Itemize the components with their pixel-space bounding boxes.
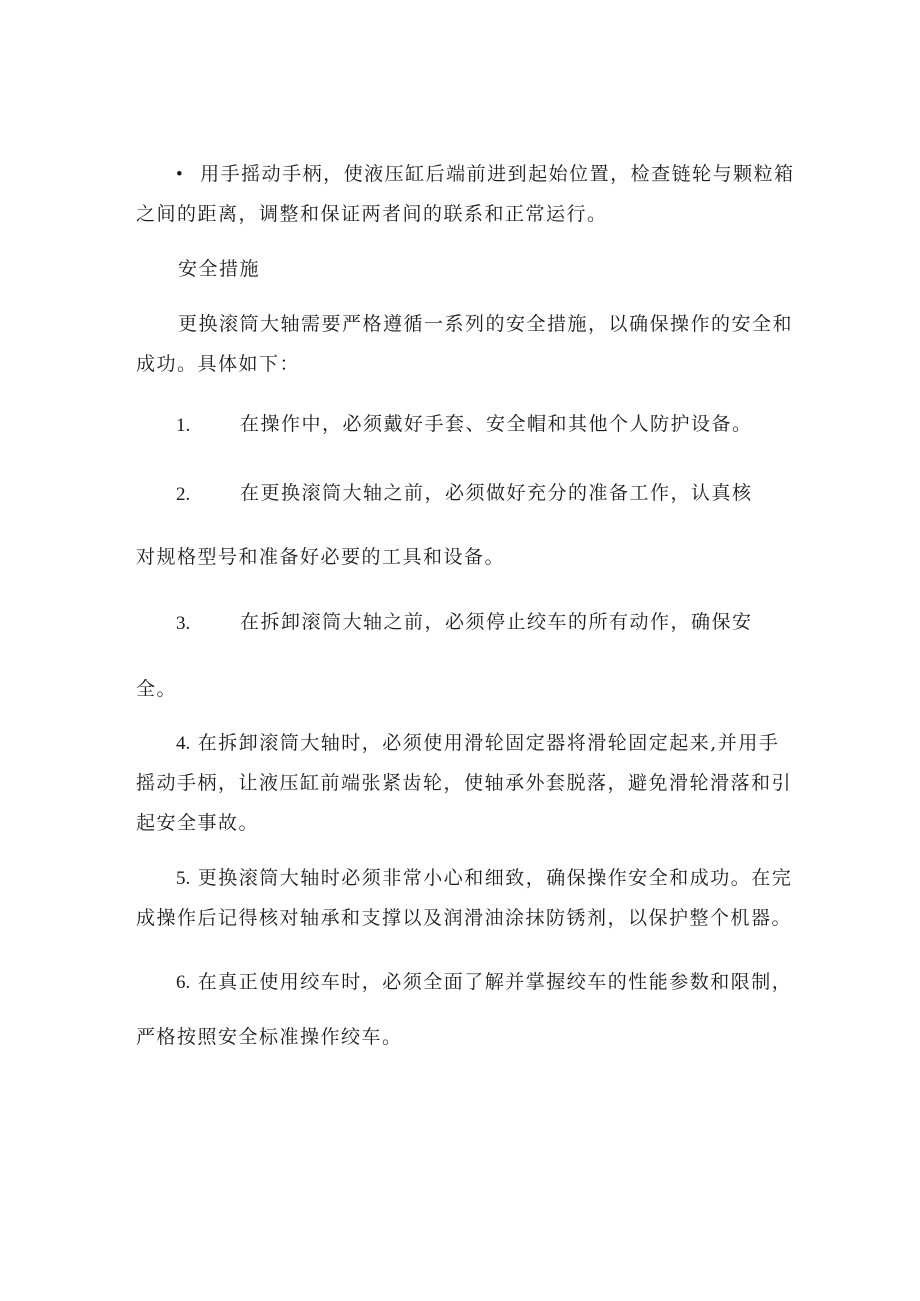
- item-4-line-1: [176, 731, 779, 756]
- item-5-line-2: 成操作后记得核对轴承和支撑以及润滑油涂抹防锈剂，以保护整个机器。: [136, 907, 793, 929]
- bullet-line-1: [176, 162, 795, 187]
- intro-line-2: 成功。具体如下：: [136, 353, 301, 375]
- intro-line-1: 更换滚筒大轴需要严格遵循一系列的安全措施，以确保操作的安全和: [178, 313, 794, 335]
- item-2-line-1: 在更换滚筒大轴之前，必须做好充分的准备工作，认真核: [240, 482, 753, 504]
- bullet-text-1: 用手摇动手柄，使液压缸后端前进到起始位置，检查链轮与颗粒箱: [200, 163, 795, 185]
- item-6-text-1: 在真正使用绞车时，必须全面了解并掌握绞车的性能参数和限制，: [197, 971, 793, 993]
- item-1-number: 1.: [176, 415, 191, 436]
- item-5-number: 5.: [176, 868, 191, 889]
- item-1-line-1: 在操作中，必须戴好手套、安全帽和其他个人防护设备。: [240, 413, 753, 435]
- item-5-line-1: [176, 866, 792, 891]
- item-6-number: 6.: [176, 972, 191, 993]
- item-4-text-1: 在拆卸滚筒大轴时，必须使用滑轮固定器将滑轮固定起来,并用手: [197, 732, 780, 754]
- bullet-symbol: •: [176, 164, 185, 185]
- item-2-number: 2.: [176, 484, 191, 505]
- item-4-line-3: 起安全事故。: [136, 812, 260, 834]
- item-2-line-2: 对规格型号和准备好必要的工具和设备。: [136, 546, 506, 568]
- item-5-text-1: 更换滚筒大轴时必须非常小心和细致，确保操作安全和成功。在完: [197, 867, 793, 889]
- item-3-number: 3.: [176, 613, 191, 634]
- item-3-line-2: 全。: [136, 678, 178, 700]
- section-heading: 安全措施: [178, 258, 261, 280]
- item-3-line-1: 在拆卸滚筒大轴之前，必须停止绞车的所有动作，确保安: [240, 611, 753, 633]
- item-6-line-1: [176, 970, 792, 995]
- item-6-line-2: 严格按照安全标准操作绞车。: [136, 1026, 403, 1048]
- item-4-line-2: 摇动手柄，让液压缸前端张紧齿轮，使轴承外套脱落，避免滑轮滑落和引: [136, 772, 793, 794]
- item-4-number: 4.: [176, 733, 191, 754]
- bullet-line-2: 之间的距离，调整和保证两者间的联系和正常运行。: [136, 203, 608, 225]
